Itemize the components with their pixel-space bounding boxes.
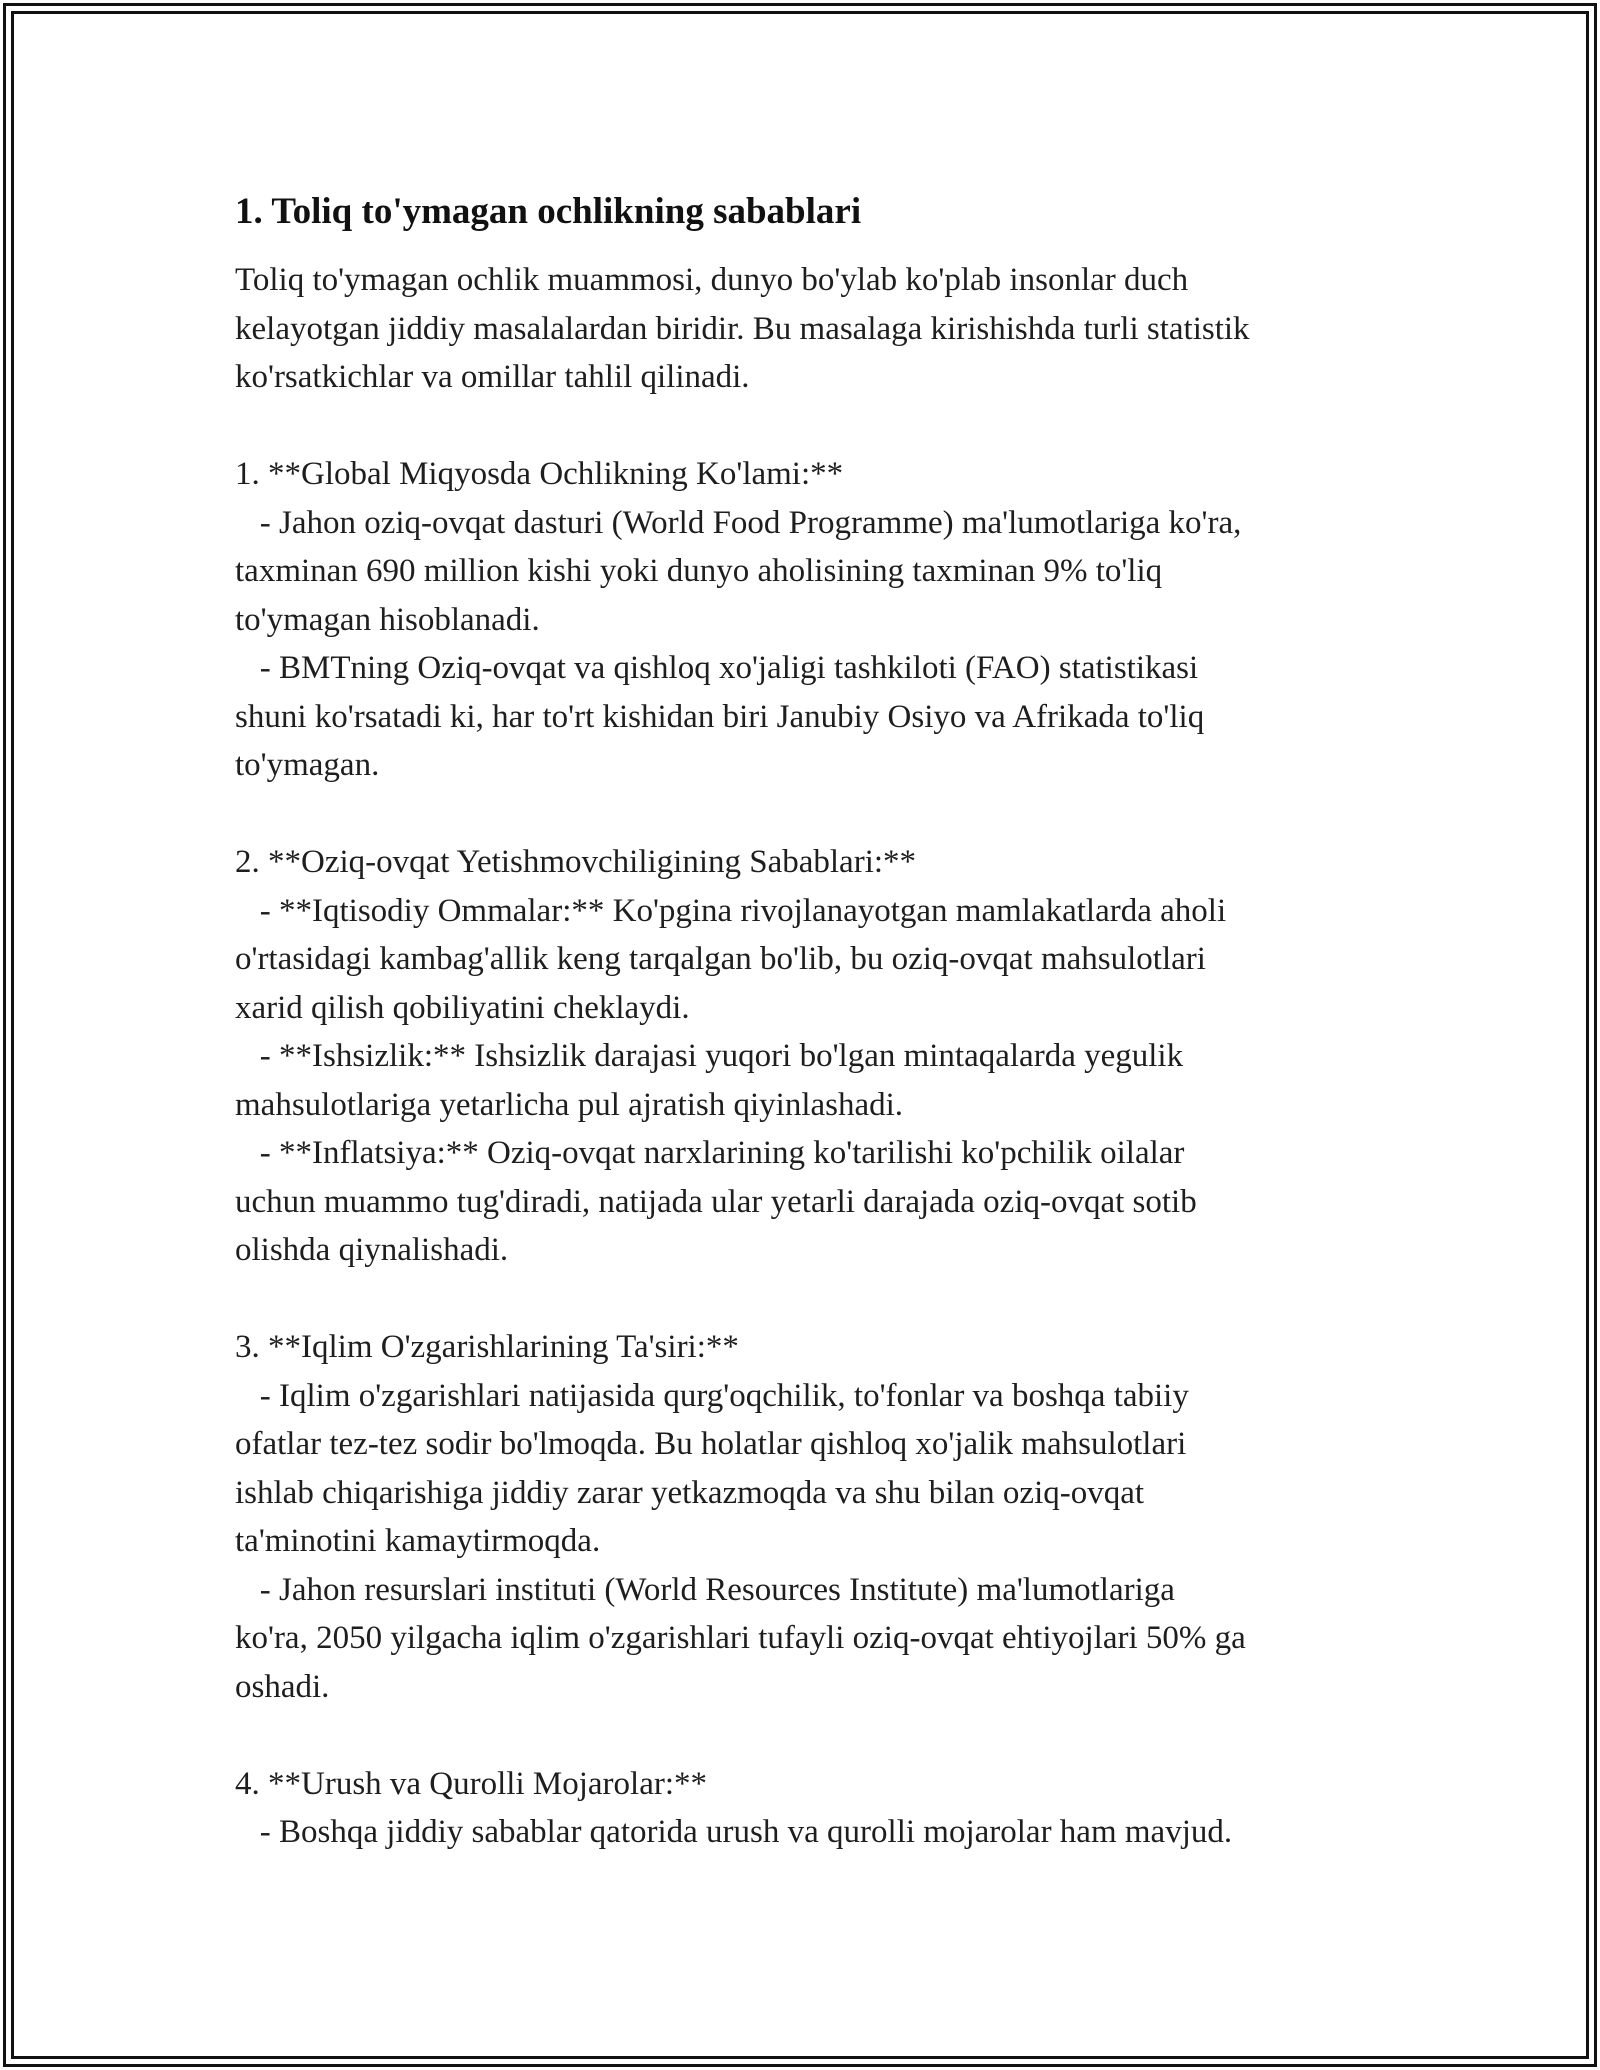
document-body: Toliq to'ymagan ochlik muammosi, dunyo bo'ylab ko'plab insonlar duch kelayotgan jiddiy masalalardan biridir. Bu masalaga kirishishda turli statistik ko'rsatkichlar va omillar tahlil qilinadi. 1. **Global Miqyosda Ochlikning Ko'lami:** - Jahon oziq-ovqat dasturi (World Food Programme) ma'lumotlariga ko'ra, taxminan 690 million kishi yoki dunyo aholisining taxminan 9% to'liq to'ymagan hisoblanadi. - BMTning Oziq-ovqat va qishloq xo'jaligi tashkiloti (FAO) statistikasi shuni ko'rsatadi ki, har to'rt kishidan biri Janubiy Osiyo va Afrikada to'liq to'ymagan. 2. **Oziq-ovqat Yetishmovchiligining Sabablari:** - **Iqtisodiy Ommalar:** Ko'pgina rivojlanayotgan mamlakatlarda aholi o'rtasidagi kambag'allik keng tarqalgan bo'lib, bu oziq-ovqat mahsulotlari xarid qilish qobiliyatini cheklaydi. - **Ishsizlik:** Ishsizlik darajasi yuqori bo'lgan mintaqalarda yegulik mahsulotlariga yetarlicha pul ajratish qiyinlashadi. - **Inflatsiya:** Oziq-ovqat narxlarining ko'tarilishi ko'pchilik oilalar uchun muammo tug'diradi, natijada ular yetarli darajada oziq-ovqat sotib olishda qiynalishadi. 3. **Iqlim O'zgarishlarining Ta'siri:** - Iqlim o'zgarishlari natijasida qurg'oqchilik, to'fonlar va boshqa tabiiy ofatlar tez-tez sodir bo'lmoqda. Bu holatlar qishloq xo'jalik mahsulotlari ishlab chiqarishiga jiddiy zarar yetkazmoqda va shu bilan oziq-ovqat ta'minotini kamaytirmoqda. - Jahon resurslari instituti (World Resources Institute) ma'lumotlariga ko'ra, 2050 yilgacha iqlim o'zgarishlari tufayli oziq-ovqat ehtiyojlari 50% ga oshadi. 4. **Urush va Qurolli Mojarolar:** - Boshqa jiddiy sabablar qatorida urush va qurolli mojarolar ham mavjud. [235,262,1250,1850]
document-content [235,186,1385,1857]
document-title: 1. Toliq to'ymagan ochlikning sabablari [235,191,862,232]
